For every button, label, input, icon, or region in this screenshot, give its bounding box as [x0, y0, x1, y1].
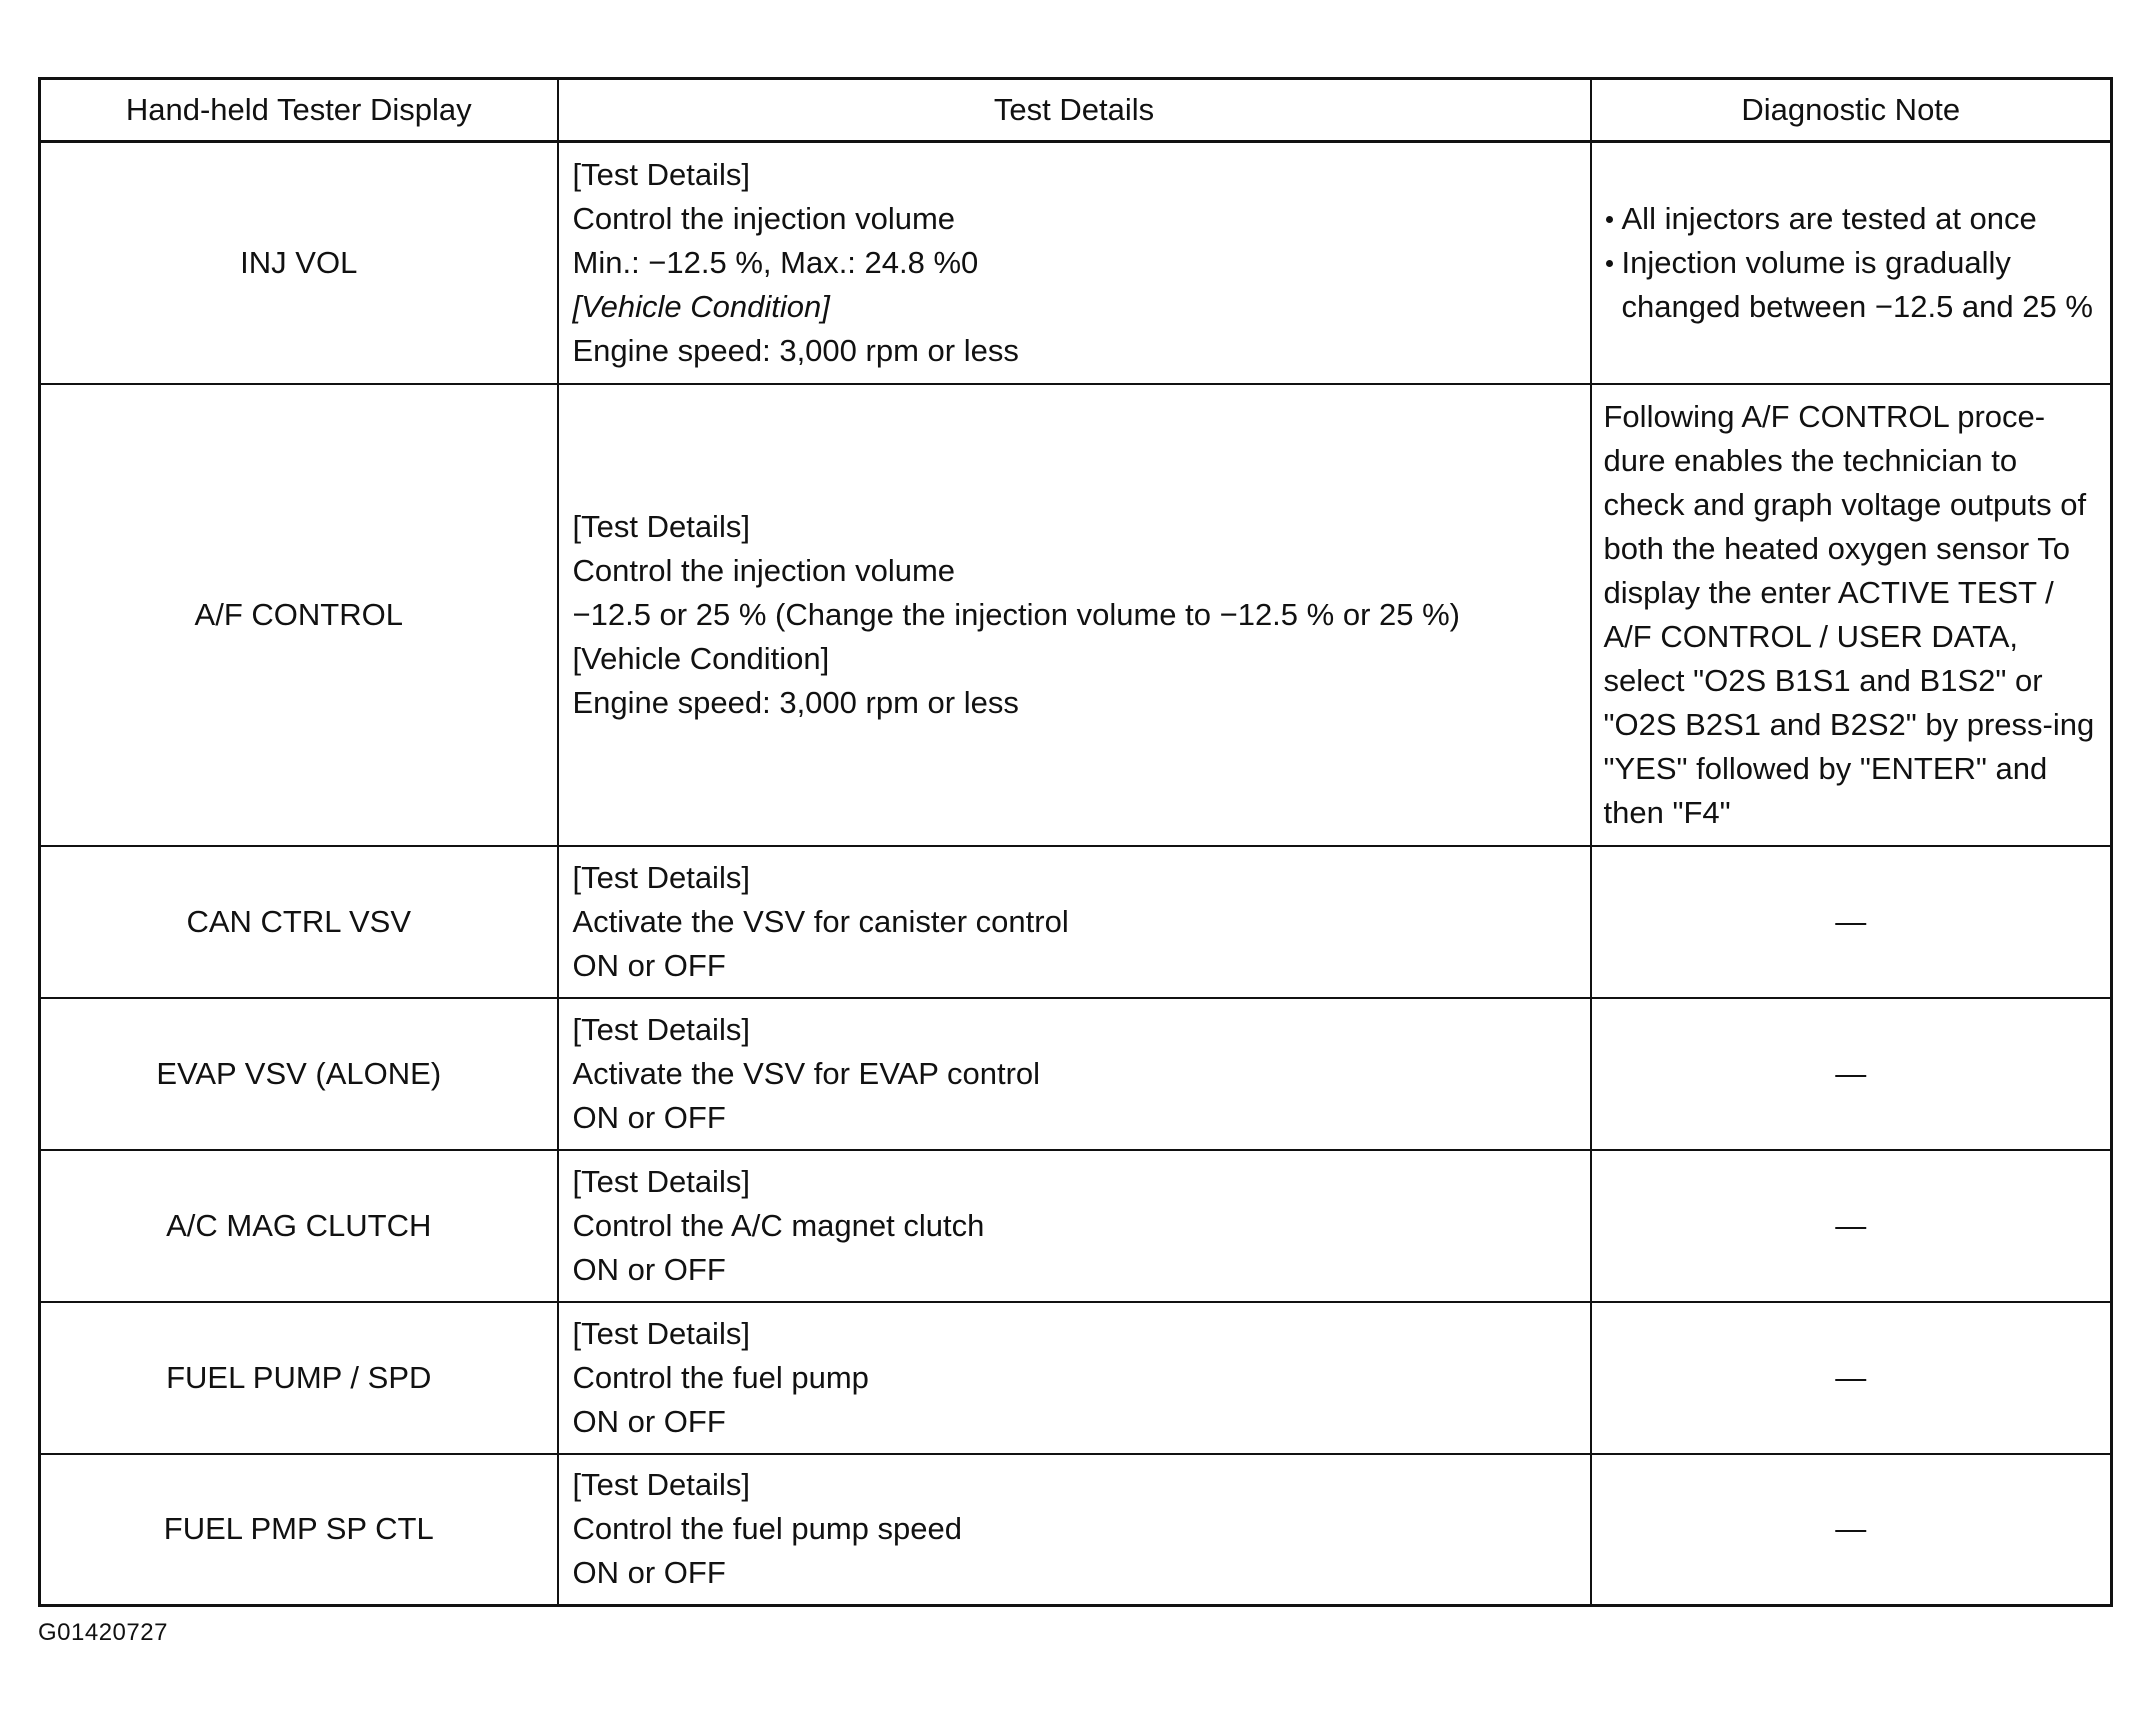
table-row — [40, 998, 2112, 1150]
details-line: ON or OFF — [572, 1099, 726, 1135]
note-bullet: All injectors are tested at once — [1604, 197, 2101, 241]
tester-display-cell: EVAP VSV (ALONE) — [40, 998, 558, 1150]
details-line: Control the fuel pump speed — [572, 1511, 962, 1547]
details-line: [Test Details] — [572, 156, 750, 192]
table-row — [40, 846, 2112, 998]
details-line: Control the injection volume — [572, 552, 956, 588]
header-diagnostic-note: Diagnostic Note — [1591, 79, 2112, 142]
diagnostic-note-cell: — — [1591, 998, 2112, 1150]
tester-display-cell: INJ VOL — [40, 142, 558, 384]
details-line: ON or OFF — [572, 1251, 726, 1287]
diagnostic-note-cell — [1591, 142, 2112, 384]
details-line: Control the A/C magnet clutch — [572, 1207, 985, 1243]
details-line: Activate the VSV for EVAP control — [572, 1055, 1041, 1091]
details-line: [Vehicle Condition] — [572, 640, 830, 676]
tester-display-cell: FUEL PUMP / SPD — [40, 1302, 558, 1454]
details-line: Engine speed: 3,000 rpm or less — [572, 332, 1019, 368]
test-details-cell — [558, 1454, 1591, 1606]
details-line: Engine speed: 3,000 rpm or less — [572, 684, 1019, 720]
table-row — [40, 1454, 2112, 1606]
tester-display-cell: A/F CONTROL — [40, 384, 558, 846]
note-text: Following A/F CONTROL proce-dure enables the technician to check and graph voltage outputs of both the heated oxygen sensor To display the enter ACTIVE TEST / A/F CONTROL / USER DATA, select "O2S B1S1 and B1S2" or "O2S B2S1 and B2S2" by press-ing "YES" followed by "ENTER" and then "F4" — [1603, 398, 2095, 830]
details-line: ON or OFF — [572, 1403, 726, 1439]
test-details-cell — [558, 1150, 1591, 1302]
diagnostic-note-cell: — — [1591, 1150, 2112, 1302]
details-line: [Vehicle Condition] — [572, 288, 830, 324]
table-row — [40, 1302, 2112, 1454]
diagnostic-note-cell: — — [1591, 846, 2112, 998]
test-details-cell — [558, 142, 1591, 384]
details-line: ON or OFF — [572, 947, 726, 983]
note-bullet-list — [1604, 197, 2101, 329]
details-line: [Test Details] — [572, 1163, 750, 1199]
details-line: Min.: −12.5 %, Max.: 24.8 %0 — [572, 244, 979, 280]
details-line: −12.5 or 25 % (Change the injection volume to −12.5 % or 25 %) — [572, 596, 1460, 632]
test-details-cell — [558, 998, 1591, 1150]
tester-display-cell: CAN CTRL VSV — [40, 846, 558, 998]
note-bullet: Injection volume is gradually changed between −12.5 and 25 % — [1604, 241, 2101, 329]
details-line: Activate the VSV for canister control — [572, 903, 1069, 939]
table-row — [40, 384, 2112, 846]
details-line: [Test Details] — [572, 1467, 750, 1503]
details-line: [Test Details] — [572, 1315, 750, 1351]
test-details-cell — [558, 384, 1591, 846]
active-test-table — [38, 77, 2113, 1607]
diagnostic-note-cell: — — [1591, 1454, 2112, 1606]
details-line: [Test Details] — [572, 508, 750, 544]
details-line: Control the injection volume — [572, 200, 956, 236]
diagnostic-note-cell — [1591, 384, 2112, 846]
details-line: [Test Details] — [572, 1011, 750, 1047]
test-details-cell — [558, 1302, 1591, 1454]
table-row — [40, 1150, 2112, 1302]
details-line: ON or OFF — [572, 1555, 726, 1591]
header-tester-display: Hand-held Tester Display — [40, 79, 558, 142]
header-row — [40, 79, 2112, 142]
tester-display-cell: FUEL PMP SP CTL — [40, 1454, 558, 1606]
table-row — [40, 142, 2112, 384]
header-test-details: Test Details — [558, 79, 1591, 142]
figure-id: G01420727 — [38, 1619, 168, 1646]
diagnostic-note-cell: — — [1591, 1302, 2112, 1454]
details-line: [Test Details] — [572, 859, 750, 895]
test-details-cell — [558, 846, 1591, 998]
details-line: Control the fuel pump — [572, 1359, 869, 1395]
tester-display-cell: A/C MAG CLUTCH — [40, 1150, 558, 1302]
